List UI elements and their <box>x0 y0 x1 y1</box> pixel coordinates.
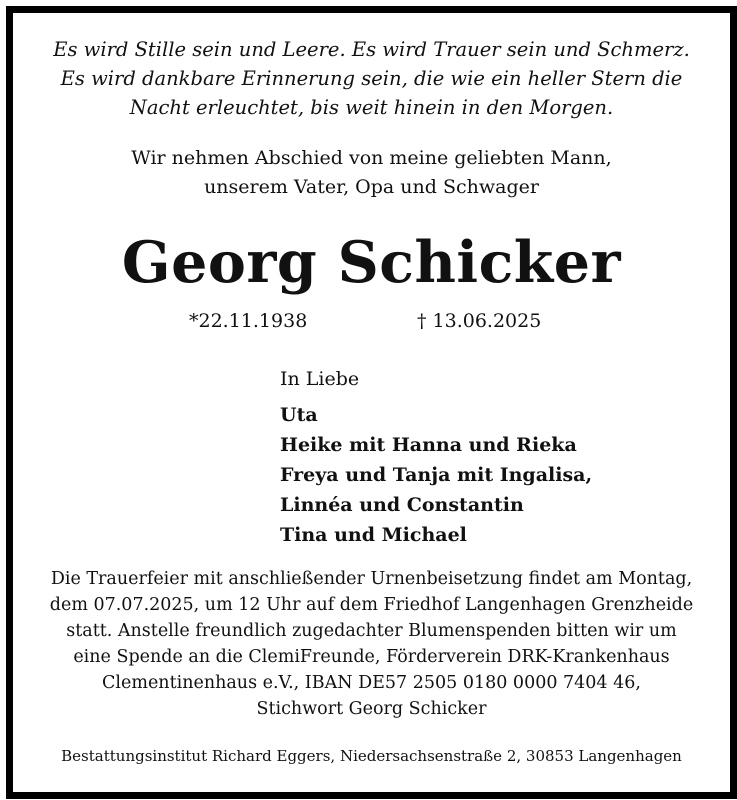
family-member: Tina und Michael <box>280 524 467 546</box>
farewell-intro <box>13 144 730 202</box>
family-member: Linnéa und Constantin <box>280 494 524 516</box>
funeral-line: dem 07.07.2025, um 12 Uhr auf dem Friedhof Langenhagen Grenzheide <box>49 595 694 615</box>
family-member: Freya und Tanja mit Ingalisa, <box>280 464 593 486</box>
funeral-line: eine Spende an die ClemiFreunde, Förderverein DRK-Krankenhaus <box>73 647 670 667</box>
poem-line: Es wird Stille sein und Leere. Es wird Trauer sein und Schmerz. <box>53 38 690 61</box>
poem-line: Es wird dankbare Erinnerung sein, die wie ein heller Stern die <box>60 67 683 90</box>
funeral-line: Stichwort Georg Schicker <box>256 699 487 719</box>
intro-line: Wir nehmen Abschied von meine geliebten Mann, <box>131 147 612 169</box>
family-list <box>280 400 592 550</box>
poem-line: Nacht erleuchtet, bis weit hinein in den Morgen. <box>129 96 614 119</box>
memorial-poem <box>13 35 730 122</box>
funeral-line: Clementinenhaus e.V., IBAN DE57 2505 0180 0000 7404 46, <box>102 673 641 693</box>
funeral-details <box>13 566 730 722</box>
in-love-label: In Liebe <box>280 368 360 390</box>
family-member: Uta <box>280 404 318 426</box>
obituary-notice <box>6 6 737 799</box>
undertaker-address: Bestattungsinstitut Richard Eggers, Niedersachsenstraße 2, 30853 Langenhagen <box>61 747 682 765</box>
funeral-line: statt. Anstelle freundlich zugedachter Blumenspenden bitten wir um <box>66 621 677 641</box>
intro-line: unserem Vater, Opa und Schwager <box>204 176 539 198</box>
birth-date: *22.11.1938 <box>189 310 308 332</box>
deceased-name: Georg Schicker <box>121 229 622 296</box>
family-member: Heike mit Hanna und Rieka <box>280 434 577 456</box>
funeral-line: Die Trauerfeier mit anschließender Urnenbeisetzung findet am Montag, <box>50 569 693 589</box>
death-date: † 13.06.2025 <box>417 310 542 332</box>
